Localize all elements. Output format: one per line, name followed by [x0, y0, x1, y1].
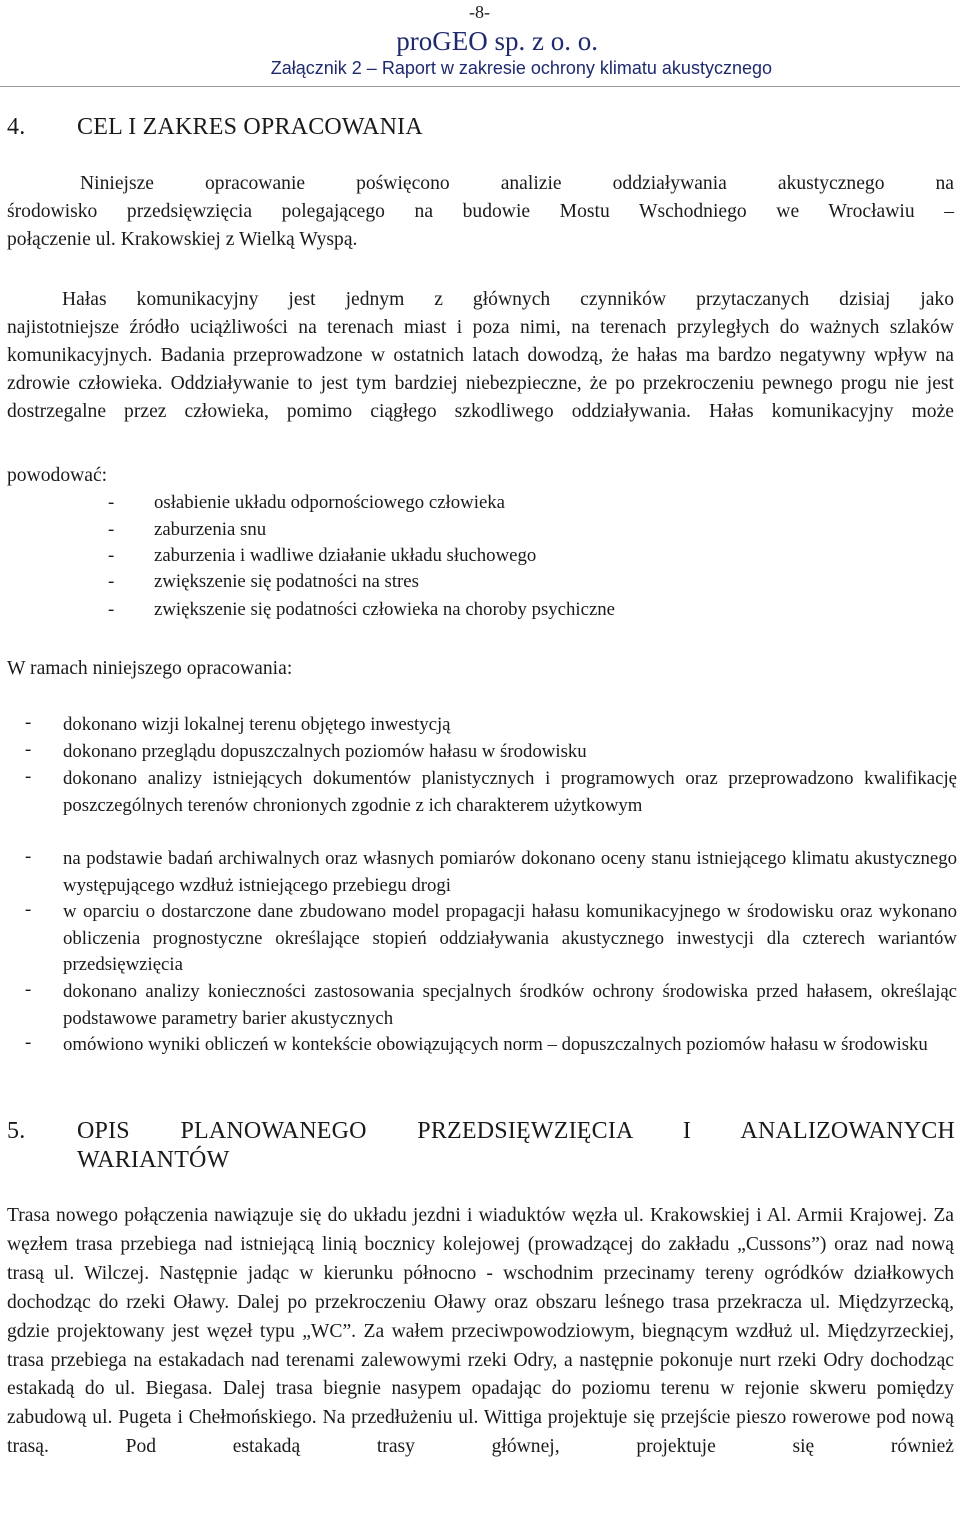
- page-number: -8-: [469, 2, 490, 22]
- intro-line-1: Niniejsze opracowanie poświęcono analizie oddziaływania akustycznego na: [80, 173, 954, 194]
- document-subtitle: Załącznik 2 – Raport w zakresie ochrony klimatu akustycznego: [270, 58, 772, 78]
- section-5-heading: [7, 1118, 955, 1174]
- scope-intro: W ramach niniejszego opracowania:: [7, 658, 293, 679]
- effect-item: - zaburzenia i wadliwe działanie układu słuchowego: [108, 545, 537, 566]
- section-5-number: 5.: [7, 1118, 26, 1144]
- effect-item: - zaburzenia snu: [108, 519, 267, 540]
- header-rule: [0, 86, 960, 87]
- route-description: Trasa nowego połączenia nawiązuje się do układu jezdni i wiaduktów węzła ul. Krakowskiej i Al. Armii Krajowej. Za węzłem trasa przebiega nad istniejącą linią bocznicy kolejowej (prowadzącej do zakładu „Cussons”) oraz nad nową trasą ul. Wilczej. Następnie jadąc w kierunku północno - wschodnim przecinamy tereny ogródków działkowych dochodząc do rzeki Oławy. Dalej po przekroczeniu Oławy oraz obszaru leśnego trasa przekracza ul. Międzyrzecką, gdzie projektowany jest węzeł typu „WC”. Za wałem przeciwpowodziowym, biegnącym wzdłuż ul. Międzyrzeckiej, trasa przebiega na estakadach nad terenami zalewowymi rzeki Odry, a następnie pokonuje nurt rzeki Odry dochodząc estakadą do ul. Biegasa. Dalej trasa biegnie nasypem opadając do poziomu terenu w rejonie skweru pomiędzy zabudową ul. Pugeta i Chełmońskiego. Na przedłużeniu ul. Wittiga projektuje się przejście pieszo rowerowe pod nową trasą. Pod estakadą trasy głównej, projektuje się również: [7, 1205, 954, 1458]
- section-4-heading: [7, 114, 423, 141]
- section-5-title-line-2: WARIANTÓW: [77, 1147, 230, 1173]
- section-5-title-line-1: OPIS PLANOWANEGO PRZEDSIĘWZIĘCIA I ANALIZOWANYCH: [77, 1118, 955, 1144]
- noise-paragraph-first-line: Hałas komunikacyjny jest jednym z głównych czynników przytaczanych dzisiaj jako: [62, 289, 954, 310]
- noise-paragraph-last-line: powodować:: [7, 465, 108, 486]
- effect-item: - osłabienie układu odpornościowego człowieka: [108, 492, 506, 513]
- section-4-number: 4.: [7, 114, 26, 140]
- effect-item: - zwiększenie się podatności człowieka na choroby psychiczne: [108, 599, 616, 620]
- company-name: proGEO sp. z o. o.: [396, 26, 598, 56]
- intro-line-3: połączenie ul. Krakowskiej z Wielką Wyspą.: [7, 229, 358, 250]
- section-4-title: CEL I ZAKRES OPRACOWANIA: [77, 114, 423, 140]
- intro-line-2: środowisko przedsięwzięcia polegającego na budowie Mostu Wschodniego we Wrocławiu –: [7, 201, 954, 222]
- noise-paragraph: najistotniejsze źródło uciążliwości na terenach miast i poza nimi, na terenach przyległych do ważnych szlaków komunikacyjnych. Badania przeprowadzone w ostatnich latach dowodzą, że hałas ma bardzo negatywny wpływ na zdrowie człowieka. Oddziaływanie to jest tym bardziej niebezpieczne, że po przekroczeniu pewnego progu nie jest dostrzegalne przez człowieka, pomimo ciągłego szkodliwego oddziaływania. Hałas komunikacyjny może: [7, 317, 954, 422]
- effect-item: - zwiększenie się podatności na stres: [108, 571, 419, 592]
